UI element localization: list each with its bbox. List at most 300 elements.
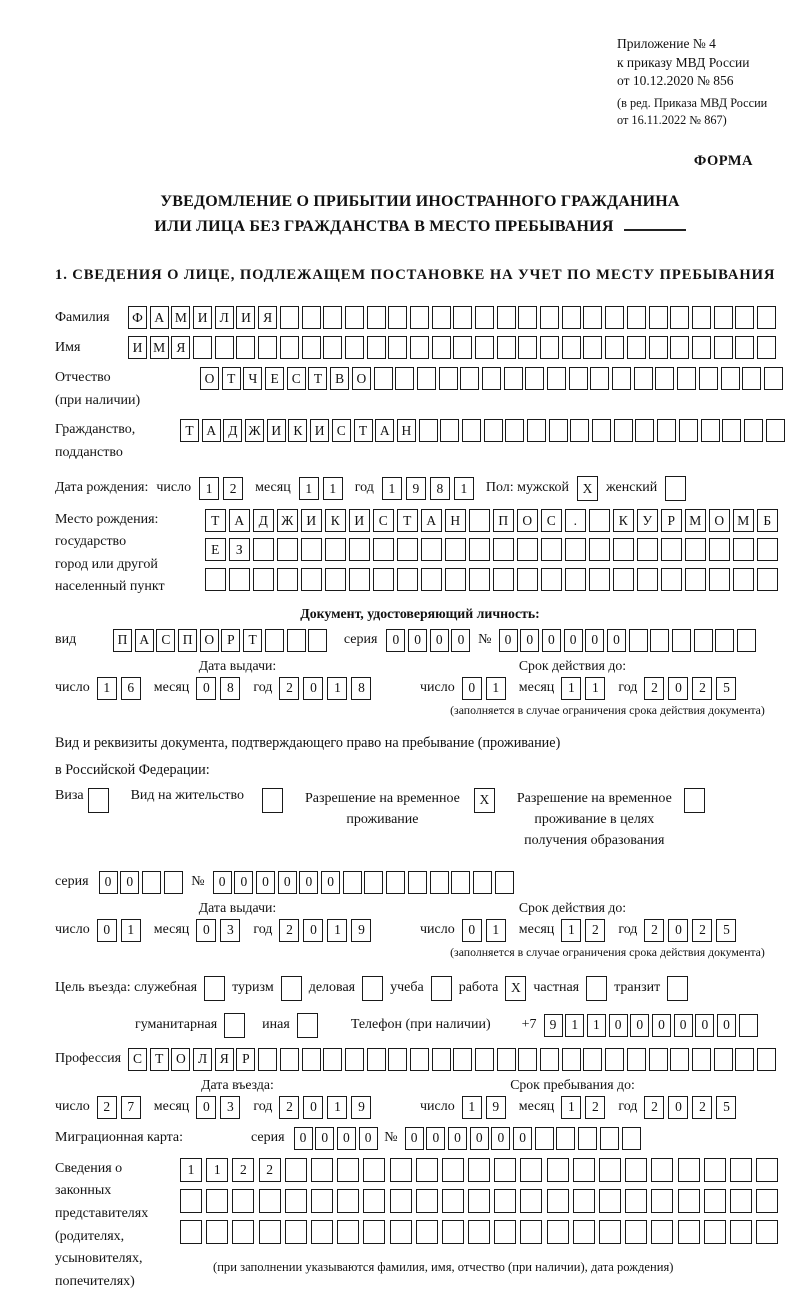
char-cell[interactable]: 8 xyxy=(220,677,240,700)
char-cell[interactable]: 1 xyxy=(323,477,343,500)
char-cell[interactable] xyxy=(416,1189,438,1213)
char-cell[interactable] xyxy=(661,568,682,591)
char-cell[interactable] xyxy=(685,568,706,591)
char-cell[interactable] xyxy=(535,1127,554,1150)
char-cell[interactable]: 2 xyxy=(692,1096,712,1119)
char-cell[interactable] xyxy=(540,336,559,359)
entry-day-cells[interactable] xyxy=(97,1096,145,1119)
char-cell[interactable] xyxy=(497,1048,516,1071)
char-cell[interactable]: А xyxy=(229,509,250,532)
char-cell[interactable] xyxy=(388,306,407,329)
char-cell[interactable]: 0 xyxy=(564,629,583,652)
char-cell[interactable]: 0 xyxy=(196,1096,216,1119)
char-cell[interactable]: Ж xyxy=(245,419,264,442)
birthplace-row1-cells[interactable] xyxy=(205,509,781,532)
char-cell[interactable]: 1 xyxy=(97,677,117,700)
char-cell[interactable] xyxy=(416,1220,438,1244)
char-cell[interactable]: 2 xyxy=(232,1158,254,1182)
temp-residence-edu-checkbox[interactable] xyxy=(684,788,705,813)
char-cell[interactable] xyxy=(469,509,490,532)
stay-year-cells[interactable] xyxy=(644,1096,740,1119)
char-cell[interactable] xyxy=(679,419,698,442)
char-cell[interactable]: 1 xyxy=(180,1158,202,1182)
char-cell[interactable] xyxy=(651,1220,673,1244)
char-cell[interactable] xyxy=(692,336,711,359)
purpose-humanitarian-checkbox[interactable] xyxy=(224,1013,245,1038)
char-cell[interactable]: 9 xyxy=(544,1014,563,1037)
char-cell[interactable] xyxy=(345,306,364,329)
char-cell[interactable]: 0 xyxy=(448,1127,467,1150)
char-cell[interactable] xyxy=(277,538,298,561)
char-cell[interactable] xyxy=(721,367,740,390)
char-cell[interactable]: 2 xyxy=(223,477,243,500)
char-cell[interactable] xyxy=(540,1048,559,1071)
char-cell[interactable]: 1 xyxy=(454,477,474,500)
male-checkbox[interactable]: X xyxy=(577,476,598,501)
char-cell[interactable]: 1 xyxy=(327,1096,347,1119)
char-cell[interactable] xyxy=(678,1220,700,1244)
char-cell[interactable] xyxy=(439,367,458,390)
char-cell[interactable]: 0 xyxy=(499,629,518,652)
char-cell[interactable]: Ф xyxy=(128,306,147,329)
char-cell[interactable]: 0 xyxy=(513,1127,532,1150)
char-cell[interactable] xyxy=(265,629,284,652)
char-cell[interactable] xyxy=(569,367,588,390)
char-cell[interactable] xyxy=(612,367,631,390)
char-cell[interactable] xyxy=(497,306,516,329)
char-cell[interactable] xyxy=(655,367,674,390)
char-cell[interactable] xyxy=(285,1220,307,1244)
char-cell[interactable] xyxy=(589,538,610,561)
char-cell[interactable]: 0 xyxy=(462,919,482,942)
char-cell[interactable] xyxy=(704,1189,726,1213)
char-cell[interactable]: 2 xyxy=(279,677,299,700)
char-cell[interactable] xyxy=(363,1220,385,1244)
char-cell[interactable] xyxy=(497,336,516,359)
migcard-number-cells[interactable] xyxy=(405,1127,644,1150)
char-cell[interactable] xyxy=(625,1158,647,1182)
char-cell[interactable]: 0 xyxy=(386,629,405,652)
char-cell[interactable]: 6 xyxy=(121,677,141,700)
char-cell[interactable]: А xyxy=(135,629,154,652)
char-cell[interactable] xyxy=(694,629,713,652)
char-cell[interactable] xyxy=(494,1220,516,1244)
char-cell[interactable] xyxy=(280,336,299,359)
char-cell[interactable] xyxy=(468,1158,490,1182)
char-cell[interactable] xyxy=(735,1048,754,1071)
char-cell[interactable] xyxy=(460,367,479,390)
char-cell[interactable] xyxy=(547,1158,569,1182)
res-issue-year-cells[interactable] xyxy=(279,919,375,942)
res-expiry-month-cells[interactable] xyxy=(561,919,609,942)
char-cell[interactable]: 0 xyxy=(674,1014,693,1037)
char-cell[interactable] xyxy=(714,336,733,359)
char-cell[interactable] xyxy=(657,419,676,442)
char-cell[interactable]: 0 xyxy=(520,629,539,652)
female-checkbox[interactable] xyxy=(665,476,686,501)
char-cell[interactable] xyxy=(540,306,559,329)
entry-year-cells[interactable] xyxy=(279,1096,375,1119)
char-cell[interactable]: Ж xyxy=(277,509,298,532)
char-cell[interactable] xyxy=(311,1220,333,1244)
char-cell[interactable]: 0 xyxy=(462,677,482,700)
char-cell[interactable]: Я xyxy=(171,336,190,359)
char-cell[interactable]: К xyxy=(325,509,346,532)
char-cell[interactable] xyxy=(525,367,544,390)
char-cell[interactable] xyxy=(505,419,524,442)
char-cell[interactable]: Р xyxy=(661,509,682,532)
char-cell[interactable] xyxy=(541,568,562,591)
char-cell[interactable]: 0 xyxy=(609,1014,628,1037)
char-cell[interactable]: 1 xyxy=(462,1096,482,1119)
char-cell[interactable] xyxy=(364,871,383,894)
char-cell[interactable]: И xyxy=(267,419,286,442)
char-cell[interactable] xyxy=(462,419,481,442)
char-cell[interactable] xyxy=(541,538,562,561)
purpose-study-checkbox[interactable] xyxy=(431,976,452,1001)
char-cell[interactable] xyxy=(469,538,490,561)
char-cell[interactable] xyxy=(614,419,633,442)
char-cell[interactable]: 1 xyxy=(382,477,402,500)
char-cell[interactable] xyxy=(417,367,436,390)
char-cell[interactable]: 1 xyxy=(121,919,141,942)
char-cell[interactable] xyxy=(475,1048,494,1071)
char-cell[interactable]: 0 xyxy=(359,1127,378,1150)
char-cell[interactable]: Т xyxy=(150,1048,169,1071)
char-cell[interactable] xyxy=(547,367,566,390)
char-cell[interactable]: 0 xyxy=(303,1096,323,1119)
char-cell[interactable]: 2 xyxy=(279,1096,299,1119)
char-cell[interactable] xyxy=(442,1220,464,1244)
char-cell[interactable] xyxy=(367,1048,386,1071)
char-cell[interactable] xyxy=(482,367,501,390)
char-cell[interactable]: Д xyxy=(253,509,274,532)
birthplace-row2-cells[interactable] xyxy=(205,538,781,561)
char-cell[interactable] xyxy=(730,1220,752,1244)
char-cell[interactable] xyxy=(493,568,514,591)
char-cell[interactable] xyxy=(733,568,754,591)
char-cell[interactable] xyxy=(367,336,386,359)
char-cell[interactable] xyxy=(215,336,234,359)
char-cell[interactable] xyxy=(589,568,610,591)
char-cell[interactable] xyxy=(337,1189,359,1213)
char-cell[interactable]: 3 xyxy=(220,1096,240,1119)
char-cell[interactable]: 0 xyxy=(542,629,561,652)
char-cell[interactable] xyxy=(345,1048,364,1071)
char-cell[interactable]: 0 xyxy=(405,1127,424,1150)
char-cell[interactable] xyxy=(445,568,466,591)
char-cell[interactable] xyxy=(627,306,646,329)
char-cell[interactable] xyxy=(323,1048,342,1071)
char-cell[interactable] xyxy=(142,871,161,894)
residence-permit-checkbox[interactable] xyxy=(262,788,283,813)
char-cell[interactable]: О xyxy=(517,509,538,532)
char-cell[interactable]: 9 xyxy=(486,1096,506,1119)
res-series-cells[interactable] xyxy=(99,871,186,894)
char-cell[interactable] xyxy=(634,367,653,390)
char-cell[interactable]: Р xyxy=(221,629,240,652)
char-cell[interactable]: Н xyxy=(397,419,416,442)
char-cell[interactable] xyxy=(744,419,763,442)
char-cell[interactable]: 2 xyxy=(644,677,664,700)
char-cell[interactable] xyxy=(730,1189,752,1213)
char-cell[interactable] xyxy=(600,1127,619,1150)
entry-month-cells[interactable] xyxy=(196,1096,244,1119)
char-cell[interactable] xyxy=(419,419,438,442)
char-cell[interactable]: В xyxy=(330,367,349,390)
char-cell[interactable] xyxy=(442,1189,464,1213)
char-cell[interactable] xyxy=(253,538,274,561)
char-cell[interactable] xyxy=(672,629,691,652)
char-cell[interactable]: Т xyxy=(222,367,241,390)
char-cell[interactable]: 0 xyxy=(299,871,318,894)
char-cell[interactable] xyxy=(605,1048,624,1071)
char-cell[interactable] xyxy=(408,871,427,894)
phone-cells[interactable] xyxy=(544,1014,761,1037)
char-cell[interactable] xyxy=(518,336,537,359)
char-cell[interactable]: 0 xyxy=(278,871,297,894)
patronymic-cells[interactable] xyxy=(200,367,786,390)
char-cell[interactable] xyxy=(622,1127,641,1150)
char-cell[interactable] xyxy=(737,629,756,652)
char-cell[interactable]: 0 xyxy=(717,1014,736,1037)
char-cell[interactable]: 1 xyxy=(561,919,581,942)
char-cell[interactable]: 1 xyxy=(561,677,581,700)
char-cell[interactable]: С xyxy=(332,419,351,442)
char-cell[interactable] xyxy=(714,306,733,329)
char-cell[interactable]: И xyxy=(301,509,322,532)
char-cell[interactable]: 5 xyxy=(716,919,736,942)
char-cell[interactable]: 0 xyxy=(213,871,232,894)
birth-month-cells[interactable] xyxy=(299,477,347,500)
char-cell[interactable] xyxy=(549,419,568,442)
char-cell[interactable] xyxy=(451,871,470,894)
purpose-other-checkbox[interactable] xyxy=(297,1013,318,1038)
char-cell[interactable]: 9 xyxy=(351,1096,371,1119)
char-cell[interactable]: 1 xyxy=(565,1014,584,1037)
char-cell[interactable] xyxy=(757,336,776,359)
char-cell[interactable]: К xyxy=(613,509,634,532)
char-cell[interactable] xyxy=(573,1220,595,1244)
char-cell[interactable]: П xyxy=(113,629,132,652)
char-cell[interactable] xyxy=(410,336,429,359)
char-cell[interactable] xyxy=(484,419,503,442)
char-cell[interactable] xyxy=(699,367,718,390)
doc-series-cells[interactable] xyxy=(386,629,473,652)
char-cell[interactable]: Я xyxy=(215,1048,234,1071)
citizenship-cells[interactable] xyxy=(180,419,787,442)
char-cell[interactable]: 1 xyxy=(486,677,506,700)
char-cell[interactable]: 2 xyxy=(97,1096,117,1119)
char-cell[interactable] xyxy=(651,1189,673,1213)
purpose-work-checkbox[interactable]: X xyxy=(505,976,526,1001)
char-cell[interactable]: 2 xyxy=(692,919,712,942)
char-cell[interactable] xyxy=(280,1048,299,1071)
char-cell[interactable] xyxy=(363,1189,385,1213)
char-cell[interactable] xyxy=(410,1048,429,1071)
char-cell[interactable] xyxy=(583,336,602,359)
char-cell[interactable]: 0 xyxy=(430,629,449,652)
char-cell[interactable] xyxy=(757,568,778,591)
char-cell[interactable] xyxy=(649,306,668,329)
char-cell[interactable]: 0 xyxy=(256,871,275,894)
char-cell[interactable]: 0 xyxy=(196,677,216,700)
char-cell[interactable]: К xyxy=(288,419,307,442)
char-cell[interactable] xyxy=(302,336,321,359)
char-cell[interactable] xyxy=(164,871,183,894)
char-cell[interactable]: О xyxy=(171,1048,190,1071)
char-cell[interactable]: Н xyxy=(445,509,466,532)
char-cell[interactable] xyxy=(495,871,514,894)
char-cell[interactable] xyxy=(670,306,689,329)
char-cell[interactable] xyxy=(442,1158,464,1182)
char-cell[interactable]: 2 xyxy=(692,677,712,700)
char-cell[interactable] xyxy=(386,871,405,894)
purpose-transit-checkbox[interactable] xyxy=(667,976,688,1001)
char-cell[interactable] xyxy=(337,1158,359,1182)
char-cell[interactable] xyxy=(475,336,494,359)
char-cell[interactable] xyxy=(670,336,689,359)
char-cell[interactable] xyxy=(625,1189,647,1213)
char-cell[interactable] xyxy=(650,629,669,652)
char-cell[interactable]: 2 xyxy=(279,919,299,942)
char-cell[interactable] xyxy=(590,367,609,390)
char-cell[interactable]: 0 xyxy=(321,871,340,894)
char-cell[interactable] xyxy=(421,538,442,561)
char-cell[interactable]: 9 xyxy=(406,477,426,500)
char-cell[interactable]: 1 xyxy=(587,1014,606,1037)
char-cell[interactable] xyxy=(323,336,342,359)
char-cell[interactable] xyxy=(605,306,624,329)
doc-issue-day-cells[interactable] xyxy=(97,677,145,700)
char-cell[interactable] xyxy=(583,306,602,329)
temp-residence-checkbox[interactable]: X xyxy=(474,788,495,813)
char-cell[interactable] xyxy=(556,1127,575,1150)
char-cell[interactable] xyxy=(739,1014,758,1037)
char-cell[interactable] xyxy=(520,1158,542,1182)
char-cell[interactable] xyxy=(756,1189,778,1213)
char-cell[interactable] xyxy=(468,1189,490,1213)
char-cell[interactable] xyxy=(388,1048,407,1071)
char-cell[interactable] xyxy=(432,1048,451,1071)
char-cell[interactable]: Л xyxy=(193,1048,212,1071)
char-cell[interactable]: С xyxy=(156,629,175,652)
char-cell[interactable] xyxy=(677,367,696,390)
char-cell[interactable] xyxy=(349,538,370,561)
char-cell[interactable]: И xyxy=(310,419,329,442)
char-cell[interactable]: И xyxy=(128,336,147,359)
char-cell[interactable] xyxy=(180,1220,202,1244)
char-cell[interactable] xyxy=(583,1048,602,1071)
char-cell[interactable]: М xyxy=(150,336,169,359)
char-cell[interactable]: О xyxy=(200,367,219,390)
char-cell[interactable]: Я xyxy=(258,306,277,329)
char-cell[interactable] xyxy=(562,306,581,329)
char-cell[interactable] xyxy=(692,1048,711,1071)
char-cell[interactable]: Ч xyxy=(243,367,262,390)
char-cell[interactable] xyxy=(259,1220,281,1244)
res-expiry-year-cells[interactable] xyxy=(644,919,740,942)
char-cell[interactable] xyxy=(325,568,346,591)
char-cell[interactable]: Б xyxy=(757,509,778,532)
char-cell[interactable]: Р xyxy=(236,1048,255,1071)
char-cell[interactable] xyxy=(613,538,634,561)
char-cell[interactable]: Т xyxy=(205,509,226,532)
char-cell[interactable] xyxy=(520,1220,542,1244)
char-cell[interactable] xyxy=(308,629,327,652)
guardians-row1-cells[interactable] xyxy=(180,1158,782,1182)
char-cell[interactable] xyxy=(714,1048,733,1071)
char-cell[interactable] xyxy=(547,1189,569,1213)
char-cell[interactable]: 0 xyxy=(315,1127,334,1150)
char-cell[interactable]: Д xyxy=(223,419,242,442)
char-cell[interactable]: П xyxy=(178,629,197,652)
char-cell[interactable]: 8 xyxy=(430,477,450,500)
char-cell[interactable]: 8 xyxy=(351,677,371,700)
char-cell[interactable] xyxy=(649,336,668,359)
doc-issue-month-cells[interactable] xyxy=(196,677,244,700)
char-cell[interactable]: С xyxy=(541,509,562,532)
char-cell[interactable]: 0 xyxy=(668,919,688,942)
char-cell[interactable] xyxy=(193,336,212,359)
char-cell[interactable]: 0 xyxy=(294,1127,313,1150)
char-cell[interactable] xyxy=(592,419,611,442)
char-cell[interactable]: 0 xyxy=(408,629,427,652)
char-cell[interactable]: П xyxy=(493,509,514,532)
char-cell[interactable] xyxy=(277,568,298,591)
birth-year-cells[interactable] xyxy=(382,477,478,500)
char-cell[interactable] xyxy=(323,306,342,329)
res-expiry-day-cells[interactable] xyxy=(462,919,510,942)
char-cell[interactable] xyxy=(730,1158,752,1182)
char-cell[interactable] xyxy=(180,1189,202,1213)
char-cell[interactable] xyxy=(258,1048,277,1071)
char-cell[interactable] xyxy=(599,1220,621,1244)
char-cell[interactable] xyxy=(661,538,682,561)
char-cell[interactable]: 1 xyxy=(585,677,605,700)
char-cell[interactable] xyxy=(518,1048,537,1071)
char-cell[interactable] xyxy=(629,629,648,652)
char-cell[interactable] xyxy=(397,568,418,591)
char-cell[interactable]: 1 xyxy=(206,1158,228,1182)
char-cell[interactable] xyxy=(390,1158,412,1182)
char-cell[interactable] xyxy=(311,1189,333,1213)
char-cell[interactable] xyxy=(337,1220,359,1244)
char-cell[interactable] xyxy=(692,306,711,329)
char-cell[interactable] xyxy=(570,419,589,442)
char-cell[interactable] xyxy=(388,336,407,359)
char-cell[interactable] xyxy=(701,419,720,442)
birth-day-cells[interactable] xyxy=(199,477,247,500)
char-cell[interactable] xyxy=(637,568,658,591)
char-cell[interactable] xyxy=(421,568,442,591)
char-cell[interactable]: У xyxy=(637,509,658,532)
char-cell[interactable] xyxy=(468,1220,490,1244)
char-cell[interactable]: 0 xyxy=(99,871,118,894)
visa-checkbox[interactable] xyxy=(88,788,109,813)
char-cell[interactable] xyxy=(520,1189,542,1213)
char-cell[interactable] xyxy=(757,1048,776,1071)
char-cell[interactable] xyxy=(578,1127,597,1150)
char-cell[interactable]: 1 xyxy=(327,677,347,700)
char-cell[interactable] xyxy=(547,1220,569,1244)
char-cell[interactable]: Т xyxy=(243,629,262,652)
char-cell[interactable] xyxy=(302,306,321,329)
char-cell[interactable] xyxy=(504,367,523,390)
char-cell[interactable] xyxy=(473,871,492,894)
purpose-official-checkbox[interactable] xyxy=(204,976,225,1001)
char-cell[interactable] xyxy=(445,538,466,561)
